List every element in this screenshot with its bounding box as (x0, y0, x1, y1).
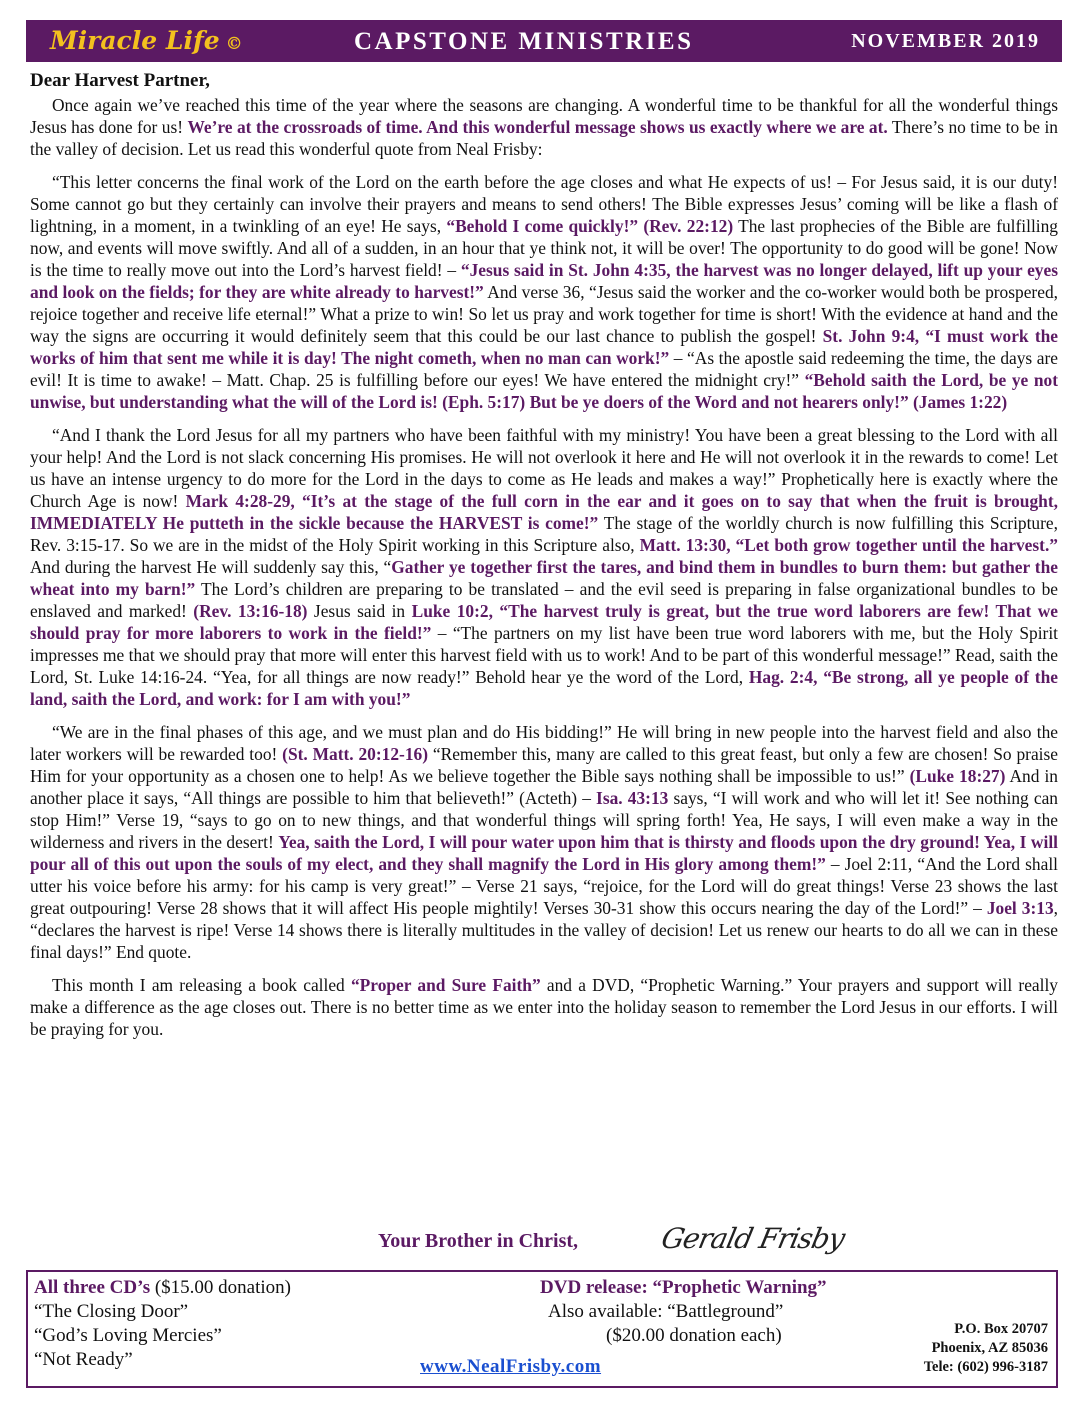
paragraph-1 (30, 94, 1058, 160)
text-run: – Joel 2:11, “And the Lord shall utter his voice before his army: for his camp is very great!” – Verse 21 says, “rejoice, for the Lord will do great things! Verse 23 shows the last great outpouring! Verse 28 shows that it will affect His people mightily! Verses 30-31 show this occurs nearing the day of the Lord!” – (30, 854, 1058, 918)
text-run: “And I thank the Lord Jesus for all my partners who have been faithful with my ministry! You have been a great blessing to the Lord with all your help! And the Lord is not slack concerning His promises. He will not overlook it here and He will not overlook it in the rewards to come! Let us have an intense urgency to do more for the Lord in the days to come as He leads and makes a way!” Prophetically here is exactly where the Church Age is now! (30, 425, 1058, 511)
text-run: And during the harvest He will suddenly say this, “ (30, 557, 392, 577)
text-run: – “As the apostle said redeeming the time, the days are evil! It is time to awake! – Matt. Chap. 25 is fulfilling before our eyes! We have entered the midnight cry!” (30, 348, 1058, 390)
text-run: and a DVD, “Prophetic Warning.” Your prayers and support will really make a difference as the age closes out. There is no better time as we enter into the holiday season to remember the Lord Jesus in our efforts. I will be praying for you. (30, 975, 1058, 1039)
address-line: Phoenix, AZ 85036 (931, 1340, 1048, 1356)
issue-month: NOVEMBER 2019 (851, 30, 1040, 52)
text-run: – “The partners on my list have been true word laborers with me, but the Holy Spirit impresses me that we should pray that more will enter this harvest field with us to work! And to be part of this wonderful message!” Read, saith the Lord, St. Luke 14:16-24. “Yea, for all things are now ready!” Behold hear ye the word of the Lord, (30, 623, 1058, 687)
dvd-also-available: Also available: “Battleground” (548, 1301, 784, 1322)
text-run: This month I am releasing a book called (52, 975, 351, 995)
address-line: Tele: (602) 996-3187 (923, 1359, 1048, 1375)
scripture-highlight: “Proper and Sure Faith” (350, 975, 541, 995)
text-run: , “declares the harvest is ripe! Verse 14 shows there is literally multitudes in the valley of decision! Let us renew our hearts to do all we can in these final days!” End quote. (30, 898, 1059, 962)
letter-body (30, 70, 1058, 1051)
scripture-highlight: (Luke 18:27) (909, 766, 1006, 786)
text-run: Once again we’ve reached this time of the year where the seasons are changing. A wonderful time to be thankful for all the wonderful things Jesus has done for us! (30, 95, 1058, 137)
offer-box (26, 1270, 1058, 1388)
scripture-highlight: Yea, saith the Lord, I will pour water upon him that is thirsty and floods upon the dry ground! Yea, I will pour all of this out upon the souls of my elect, and they shall magnify the Lord in His glory among them!” (30, 832, 1058, 874)
paragraph-5 (30, 974, 1058, 1040)
text-run: “This letter concerns the final work of the Lord on the earth before the age closes and what He expects of us! – For Jesus said, it is our duty! Some cannot go but they certainly can involve their prayers and means to send others! The Bible expresses Jesus’ coming will be like a flash of lightning, in a moment, in a twinkling of an eye! He says, (30, 172, 1058, 236)
website-link[interactable]: www.NealFrisby.com (420, 1356, 602, 1377)
organization-title: CAPSTONE MINISTRIES (354, 28, 694, 55)
scripture-highlight: Hag. 2:4, “Be strong, all ye people of the land, saith the Lord, and work: for I am with you!” (30, 667, 1058, 709)
scripture-highlight: Mark 4:28-29, “It’s at the stage of the full corn in the ear and it goes on to say that when the fruit is brought, IMMEDIATELY He putteth in the sickle because the HARVEST is come!” (30, 491, 1058, 533)
scripture-highlight: “Behold I come quickly!” (Rev. 22:12) (446, 216, 734, 236)
cd-donation: ($15.00 donation) (150, 1277, 291, 1298)
scripture-highlight: “Jesus said in St. John 4:35, the harvest was no longer delayed, lift up your eyes and look on the fields; for they are white already to harvest!” (30, 260, 1058, 302)
paragraph-3 (30, 424, 1058, 710)
copyright-mark: © (225, 34, 243, 54)
scripture-highlight: (St. Matt. 20:12-16) (282, 744, 429, 764)
scripture-highlight: St. John 9:4, “I must work the works of him that sent me while it is day! The night cometh, when no man can work!” (30, 326, 1058, 368)
scripture-highlight: Isa. 43:13 (596, 788, 669, 808)
signature: Gerald Frisby (658, 1222, 848, 1255)
scripture-highlight: (Rev. 13:16-18) (193, 601, 308, 621)
text-run: “We are in the final phases of this age, and we must plan and do His bidding!” He will bring in new people into the harvest field and also the later workers will be rewarded too! (30, 722, 1058, 764)
dvd-offer (514, 1276, 924, 1348)
scripture-highlight: We’re at the crossroads of time. And this wonderful message shows us exactly where we are at. (187, 117, 888, 137)
text-run: The stage of the worldly church is now fulfilling this Scripture, Rev. 3:15-17. So we are in the midst of the Holy Spirit working in this Scripture also, (30, 513, 1058, 555)
mailing-address (924, 1320, 1048, 1377)
dvd-title: DVD release: “Prophetic Warning” (540, 1277, 827, 1298)
greeting: Dear Harvest Partner, (30, 70, 210, 91)
text-run: The Lord’s children are preparing to be translated – and the evil seed is preparing in false organizational bundles to be enslaved and marked! (30, 579, 1059, 621)
scripture-highlight: “Behold saith the Lord, be ye not unwise, but understanding what the will of the Lord is! (Eph. 5:17) But be ye doers of the Word and not hearers only!” (James 1:22) (30, 370, 1059, 412)
text-run: “Remember this, many are called to this great feast, but only a few are chosen! So praise Him for your opportunity as a chosen one to help! As we believe together the Bible says nothing shall be impossible to us!” (30, 744, 1058, 786)
text-run: And verse 36, “Jesus said the worker and the co-worker would both be prospered, rejoice together and receive life eternal!” What a prize to win! So let us pray and work together for time is short! With the evidence at hand and the way the signs are occurring it would definitely seem that this could be our last chance to publish the gospel! (30, 282, 1058, 346)
text-run: There’s no time to be in the valley of decision. Let us read this wonderful quote from Neal Frisby: (30, 117, 1058, 159)
scripture-highlight: Luke 10:2, “The harvest truly is great, but the true word laborers are few! That we should pray for more laborers to work in the field!” (30, 601, 1058, 643)
address-line: P.O. Box 20707 (954, 1321, 1048, 1337)
text-run: Jesus said in (307, 601, 412, 621)
dvd-price: ($20.00 donation each) (606, 1325, 782, 1346)
paragraph-2 (30, 171, 1058, 413)
paragraph-4 (30, 721, 1058, 963)
brand-name: Miracle Life (50, 26, 220, 55)
text-run: And in another place it says, “All things are possible to him that believeth!” (Acteth) – (30, 766, 1058, 808)
scripture-highlight: Gather ye together first the tares, and bind them in bundles to burn them: but gather the wheat into my barn!” (30, 557, 1058, 599)
cd-item: “The Closing Door” (34, 1301, 189, 1322)
cd-item: “God’s Loving Mercies” (34, 1325, 222, 1346)
brand-logo (50, 26, 243, 55)
cd-offer-title: All three CD’s (34, 1277, 151, 1298)
cd-item: “Not Ready” (34, 1349, 133, 1370)
closing-row (0, 1222, 1088, 1270)
text-run: says, “I will work and who will let it! See nothing can stop Him!” Verse 19, “says to go on to new things, and that wonderful things will spring forth! Yea, He says, I will even make a way in the wilderness and rivers in the desert! (30, 788, 1059, 852)
cd-offer (34, 1276, 291, 1372)
closing-line: Your Brother in Christ, (378, 1230, 579, 1252)
scripture-highlight: Matt. 13:30, “Let both grow together until the harvest.” (639, 535, 1058, 555)
header-banner (26, 20, 1062, 62)
text-run: The last prophecies of the Bible are fulfilling now, and events will move swiftly. And all of a sudden, in an hour that ye think not, it will be over! The opportunity to do good will be gone! Now is the time to really move out into the Lord’s harvest field! – (30, 216, 1058, 280)
scripture-highlight: Joel 3:13 (986, 898, 1054, 918)
